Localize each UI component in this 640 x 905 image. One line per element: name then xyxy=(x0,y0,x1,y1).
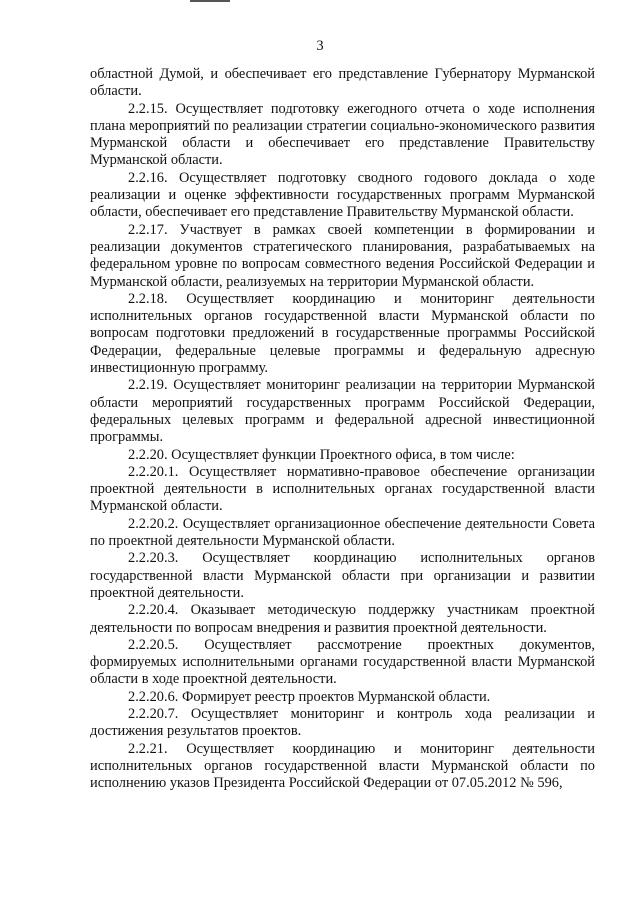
paragraph-2-2-20-5: 2.2.20.5. Осуществляет рассмотрение проектных документов, формируемых исполнительными органами государственной власти Мурманской области в ходе проектной деятельности. xyxy=(90,636,595,688)
top-edge-mark xyxy=(190,0,230,2)
document-body xyxy=(90,66,595,792)
paragraph-2-2-20-4: 2.2.20.4. Оказывает методическую поддержку участникам проектной деятельности по вопросам внедрения и развития проектной деятельности. xyxy=(90,602,595,636)
paragraph-2-2-19: 2.2.19. Осуществляет мониторинг реализации на территории Мурманской области мероприятий государственных программ Российской Федерации, федеральных целевых программ и федеральной адресной инвестиционной программы. xyxy=(90,377,595,446)
paragraph-2-2-15: 2.2.15. Осуществляет подготовку ежегодного отчета о ходе исполнения плана мероприятий по реализации стратегии социально-экономического развития Мурманской области и обеспечивает его представление Правительству Мурманской области. xyxy=(90,100,595,169)
paragraph-2-2-20-3: 2.2.20.3. Осуществляет координацию исполнительных органов государственной власти Мурманской области при организации и развитии проектной деятельности. xyxy=(90,550,595,601)
paragraph-2-2-17: 2.2.17. Участвует в рамках своей компетенции в формировании и реализации документов стратегического планирования, разрабатываемых на федеральном уровне по вопросам совместного ведения Российской Федерации и Мурманской области, реализуемых на территории Мурманской области. xyxy=(90,221,595,290)
paragraph-2-2-20: 2.2.20. Осуществляет функции Проектного офиса, в том числе: xyxy=(128,446,515,463)
paragraph-2-2-20-1: 2.2.20.1. Осуществляет нормативно-правовое обеспечение организации проектной деятельности в исполнительных органах государственной власти Мурманской области. xyxy=(90,463,595,515)
paragraph-2-2-21: 2.2.21. Осуществляет координацию и мониторинг деятельности исполнительных органов государственной власти Мурманской области по исполнению указов Президента Российской Федерации от 07.05.2012 № 596, xyxy=(90,740,595,792)
paragraph-2-2-16: 2.2.16. Осуществляет подготовку сводного годового доклада о ходе реализации и оценке эффективности государственных программ Мурманской области, обеспечивает его представление Правительству Мурманской области. xyxy=(90,169,595,221)
paragraph-continuation: областной Думой, и обеспечивает его представление Губернатору Мурманской области. xyxy=(90,66,595,100)
paragraph-2-2-20-6: 2.2.20.6. Формирует реестр проектов Мурманской области. xyxy=(128,688,491,705)
page-number: 3 xyxy=(316,38,324,54)
paragraph-2-2-20-2: 2.2.20.2. Осуществляет организационное обеспечение деятельности Совета по проектной деятельности Мурманской области. xyxy=(90,515,595,550)
paragraph-2-2-20-7: 2.2.20.7. Осуществляет мониторинг и контроль хода реализации и достижения результатов проектов. xyxy=(90,705,595,740)
paragraph-2-2-18: 2.2.18. Осуществляет координацию и мониторинг деятельности исполнительных органов государственной власти Мурманской области по вопросам подготовки предложений в государственные программы Российской Федерации, федеральные целевые программы и федеральную адресную инвестиционную программу. xyxy=(90,290,595,377)
